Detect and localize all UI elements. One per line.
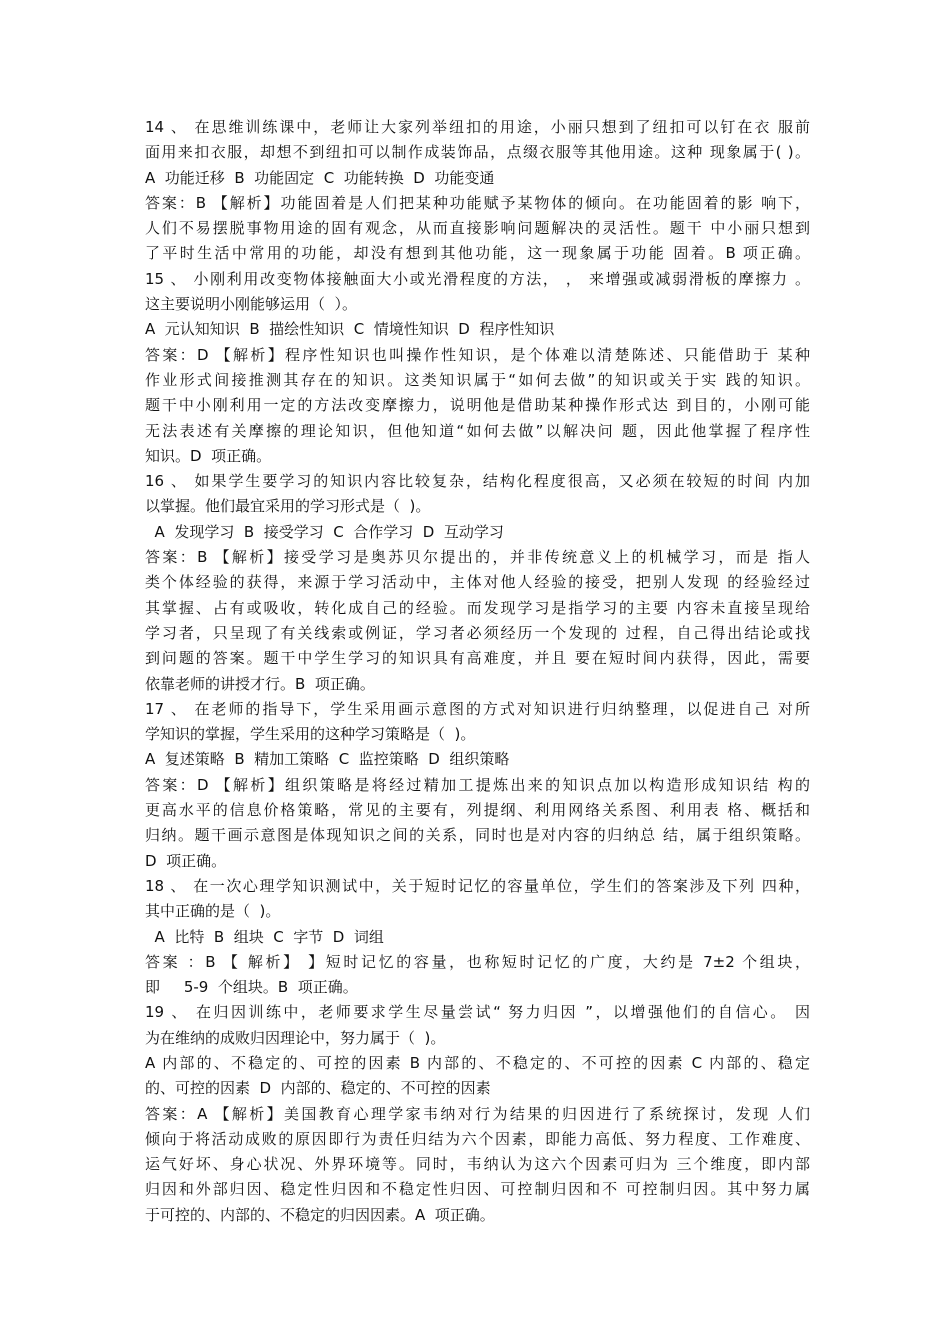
q15-answer-line-3: 题干中小刚利用一定的方法改变摩擦力，说明他是借助某种操作形式达 到目的，小刚可能: [145, 396, 810, 415]
q15-answer-line-4: 无法表述有关摩擦的理论知识，但他知道“如何去做”以解决问 题，因此他掌握了程序性: [145, 421, 810, 440]
q16-line-2: 以掌握。他们最宜采用的学习形式是（ )。: [145, 497, 431, 516]
q17-answer-line-4: D 项正确。: [145, 851, 227, 870]
q15-line-2: 这主要说明小刚能够运用（ ）。: [145, 295, 358, 314]
q19-answer-line-2: 倾向于将活动成败的原因即行为责任归结为六个因素，即能力高低、努力程度、工作难度、: [145, 1129, 810, 1148]
q16-answer-line-6: 依靠老师的讲授才行。B 项正确。: [145, 674, 375, 693]
q15-line-1: 15 、 小刚利用改变物体接触面大小或光滑程度的方法， ， 来增强或减弱滑板的摩擦力 。: [145, 269, 810, 288]
q14-answer-line-1: 答案：B 【解析】功能固着是人们把某种功能赋予某物体的倾向。在功能固着的影 响下，: [145, 193, 810, 212]
q17-answer-line-1: 答案：D 【解析】组织策略是将经过精加工提炼出来的知识点加以构造形成知识结 构的: [145, 775, 810, 794]
q16-answer-line-5: 到问题的答案。题干中学生学习的知识具有高难度，并且 要在短时间内获得，因此，需要: [145, 649, 810, 668]
q14-answer-line-3: 了平时生活中常用的功能，却没有想到其他功能，这一现象属于功能 固着。B 项正确。: [145, 244, 810, 263]
q15-answer-line-2: 作业形式间接推测其存在的知识。这类知识属于“如何去做”的知识或关于实 践的知识。: [145, 370, 810, 389]
q15-options: A 元认知知识 B 描绘性知识 C 情境性知识 D 程序性知识: [145, 320, 555, 339]
q19-line-2: 为在维纳的成败归因理论中，努力属于（ )。: [145, 1028, 446, 1047]
q18-answer-line-1: 答案 ：B 【 解析】 】短时记忆的容量，也称短时记忆的广度，大约是 7±2 个组块，: [145, 952, 810, 971]
q19-answer-line-3: 运气好坏、身心状况、外界环境等。同时，韦纳认为这六个因素可归为 三个维度，即内部: [145, 1155, 810, 1174]
q17-answer-line-2: 更高水平的信息价格策略，常见的主要有，列提纲、利用网络关系图、利用表 格、概括和: [145, 801, 810, 820]
q16-answer-line-3: 其掌握、占有或吸收，转化成自己的经验。而发现学习是指学习的主要 内容未直接呈现给: [145, 598, 810, 617]
q18-line-1: 18 、 在一次心理学知识测试中，关于短时记忆的容量单位，学生们的答案涉及下列 四种，: [145, 876, 810, 895]
q14-line-2: 面用来扣衣服，却想不到纽扣可以制作成装饰品，点缀衣服等其他用途。这种 现象属于( )。: [145, 143, 810, 162]
q14-line-1: 14 、 在思维训练课中，老师让大家列举纽扣的用途，小丽只想到了纽扣可以钉在衣 服前: [145, 118, 810, 136]
q15-answer-line-1: 答案：D 【解析】程序性知识也叫操作性知识，是个体难以清楚陈述、只能借助于 某种: [145, 345, 810, 364]
q16-answer-line-2: 类个体经验的获得，来源于学习活动中，主体对他人经验的接受，把别人发现 的经验经过: [145, 573, 810, 592]
q19-line-1: 19 、 在归因训练中，老师要求学生尽量尝试“ 努力归因 ”，以增强他们的自信心。 因: [145, 1003, 810, 1022]
q18-line-2: 其中正确的是（ )。: [145, 902, 281, 921]
q17-line-2: 学知识的掌握，学生采用的这种学习策略是（ )。: [145, 725, 476, 744]
q16-answer-line-4: 学习者，只呈现了有关线索或例证，学习者必须经历一个发现的 过程，自己得出结论或找: [145, 623, 810, 642]
q19-options-line-2: 的、可控的因素 D 内部的、稳定的、不可控的因素: [145, 1079, 491, 1098]
q14-answer-line-2: 人们不易摆脱事物用途的固有观念，从而直接影响问题解决的灵活性。题干 中小丽只想到: [145, 219, 810, 238]
q17-answer-line-3: 归纳。题干画示意图是体现知识之间的关系，同时也是对内容的归纳总 结，属于组织策略。: [145, 826, 810, 845]
q17-line-1: 17 、 在老师的指导下，学生采用画示意图的方式对知识进行归纳整理，以促进自己 对所: [145, 699, 810, 718]
q16-line-1: 16 、 如果学生要学习的知识内容比较复杂，结构化程度很高，又必须在较短的时间 内加: [145, 472, 810, 491]
q16-answer-line-1: 答案：B 【解析】接受学习是奥苏贝尔提出的，并非传统意义上的机械学习，而是 指人: [145, 548, 810, 567]
q19-options-line-1: A 内部的、不稳定的、可控的因素 B 内部的、不稳定的、不可控的因素 C 内部的、稳定: [145, 1053, 810, 1072]
q15-answer-line-5: 知识。D 项正确。: [145, 446, 272, 465]
q18-options: A 比特 B 组块 C 字节 D 词组: [145, 927, 384, 946]
q19-answer-line-5: 于可控的、内部的、不稳定的归因因素。A 项正确。: [145, 1205, 495, 1224]
q19-answer-line-4: 归因和外部归因、稳定性归因和不稳定性归因、可控制归因和不 可控制归因。其中努力属: [145, 1180, 810, 1199]
q14-options: A 功能迁移 B 功能固定 C 功能转换 D 功能变通: [145, 168, 495, 187]
document-text-body: [145, 115, 810, 1228]
q17-options: A 复述策略 B 精加工策略 C 监控策略 D 组织策略: [145, 750, 510, 769]
q18-answer-line-2: 即 5-9 个组块。B 项正确。: [145, 978, 358, 997]
q16-options: A 发现学习 B 接受学习 C 合作学习 D 互动学习: [145, 522, 504, 541]
q19-answer-line-1: 答案：A 【解析】美国教育心理学家韦纳对行为结果的归因进行了系统探讨，发现 人们: [145, 1104, 810, 1123]
